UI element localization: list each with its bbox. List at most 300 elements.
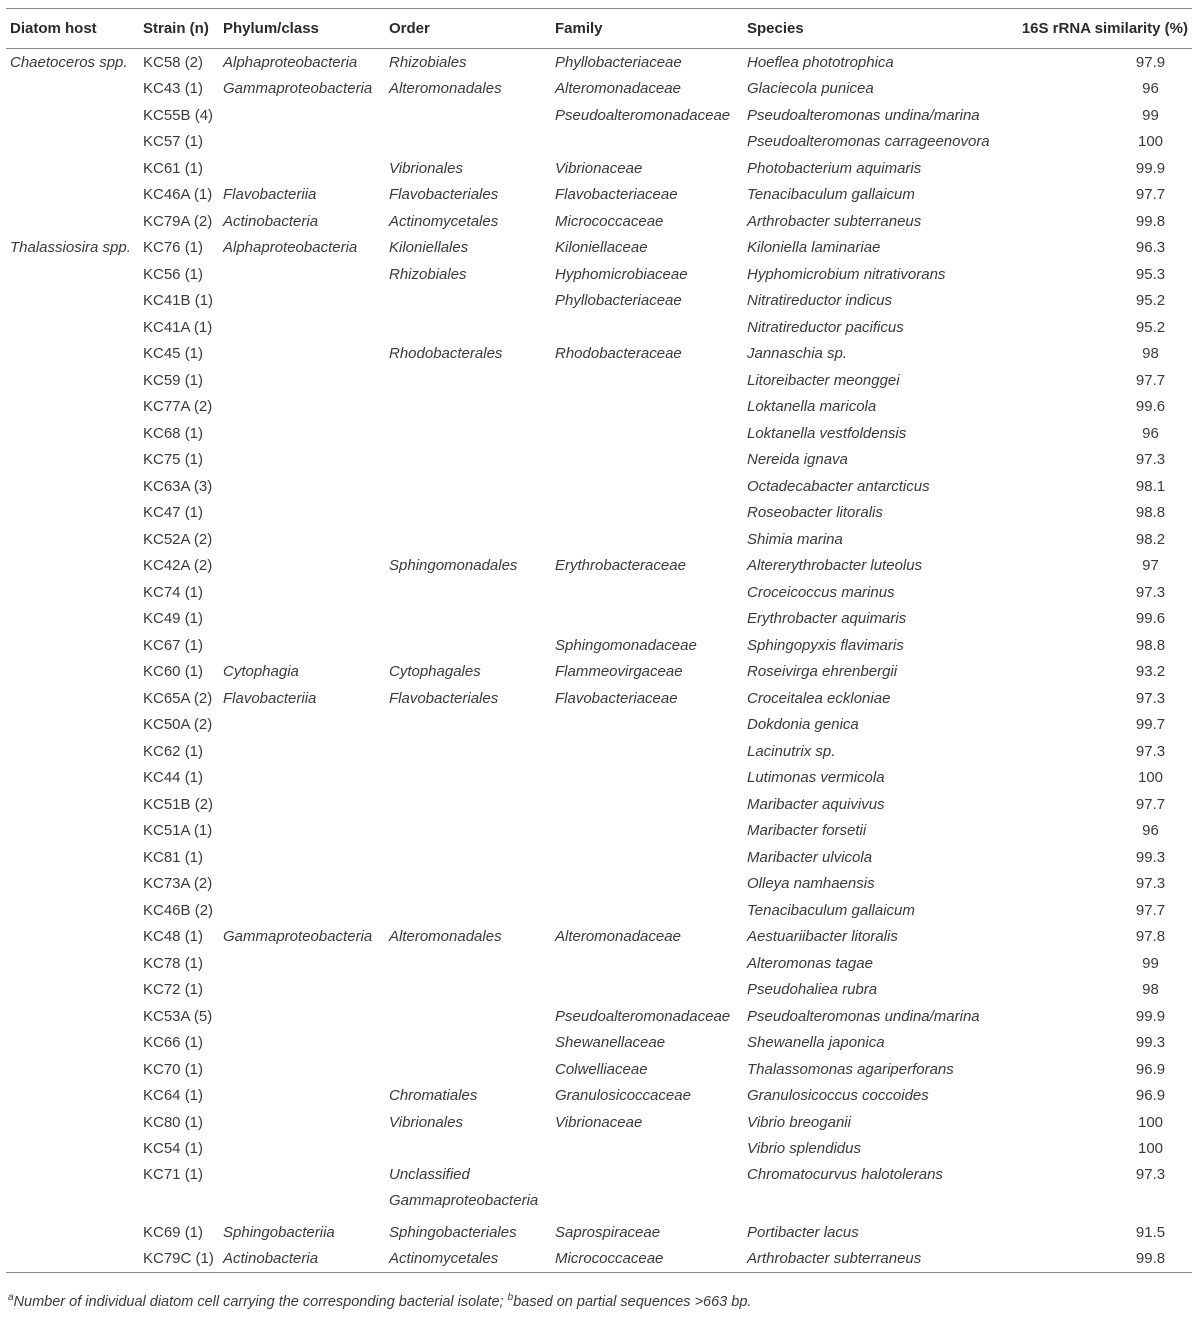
cell-family <box>551 950 743 977</box>
cell-phylum-class <box>219 102 385 129</box>
cell-phylum-class: Alphaproteobacteria <box>223 53 358 71</box>
cell-similarity: 96.3 <box>1135 239 1166 257</box>
cell-species: Roseobacter litoralis <box>747 504 883 522</box>
cell-species: Loktanella maricola <box>747 398 877 416</box>
cell-phylum-class <box>219 606 385 633</box>
table-row <box>6 500 1192 527</box>
cell-similarity: 99 <box>1142 954 1159 972</box>
cell-family: Granulosicoccaceae <box>555 1087 691 1105</box>
cell-diatom-host <box>6 685 139 712</box>
cell-phylum-class <box>219 579 385 606</box>
cell-family <box>551 712 743 739</box>
cell-order: Kiloniellales <box>389 239 469 257</box>
cell-order <box>385 606 551 633</box>
cell-similarity: 96 <box>1142 822 1159 840</box>
cell-diatom-host <box>6 871 139 898</box>
cell-strain: KC41B (1) <box>143 292 214 310</box>
cell-similarity: 96 <box>1142 424 1159 442</box>
cell-strain: KC71 (1) <box>143 1166 204 1183</box>
bacterial-isolates-table <box>6 8 1192 1273</box>
cell-order <box>385 897 551 924</box>
cell-phylum-class <box>219 129 385 156</box>
cell-strain: KC62 (1) <box>143 742 204 760</box>
cell-order: Vibrionales <box>389 159 463 177</box>
cell-diatom-host <box>6 950 139 977</box>
cell-family: Pseudoalteromonadaceae <box>555 106 731 124</box>
table-row <box>6 76 1192 103</box>
cell-order <box>385 1056 551 1083</box>
cell-species: Croceicoccus marinus <box>747 583 895 601</box>
table-row <box>6 1083 1192 1110</box>
table-row <box>6 1219 1192 1246</box>
cell-diatom-host <box>6 447 139 474</box>
table-row <box>6 685 1192 712</box>
cell-strain: KC76 (1) <box>143 239 204 257</box>
cell-order <box>385 420 551 447</box>
cell-family <box>551 314 743 341</box>
cell-order: Alteromonadales <box>389 928 502 946</box>
cell-family <box>551 977 743 1004</box>
table-row <box>6 367 1192 394</box>
cell-species: Tenacibaculum gallaicum <box>747 186 915 204</box>
cell-strain: KC42A (2) <box>143 557 213 575</box>
cell-phylum-class <box>219 447 385 474</box>
cell-phylum-class <box>219 818 385 845</box>
cell-phylum-class <box>219 632 385 659</box>
cell-similarity: 98.8 <box>1135 504 1166 522</box>
cell-diatom-host <box>6 288 139 315</box>
cell-diatom-host <box>6 314 139 341</box>
cell-species: Shewanella japonica <box>747 1034 885 1052</box>
cell-strain: KC50A (2) <box>143 716 213 734</box>
cell-similarity: 99.8 <box>1005 1246 1192 1273</box>
cell-diatom-host <box>6 261 139 288</box>
table-row <box>6 235 1192 262</box>
table-row <box>6 394 1192 421</box>
cell-species: Octadecabacter antarcticus <box>747 477 930 495</box>
cell-species: Vibrio breoganii <box>747 1113 851 1131</box>
header-diatom-host: Diatom host <box>6 9 139 49</box>
cell-strain: KC75 (1) <box>143 451 204 469</box>
table-row <box>6 791 1192 818</box>
cell-phylum-class <box>219 1162 385 1219</box>
cell-family: Phyllobacteriaceae <box>555 292 682 310</box>
cell-strain: KC46B (2) <box>143 901 214 919</box>
footnote-b-mark: b <box>507 1292 514 1303</box>
table-row <box>6 49 1192 76</box>
table-footnote <box>8 1292 751 1310</box>
table-row <box>6 579 1192 606</box>
cell-family: Saprospiraceae <box>555 1223 661 1241</box>
cell-family <box>551 394 743 421</box>
cell-family <box>551 738 743 765</box>
cell-phylum-class <box>219 950 385 977</box>
cell-phylum-class <box>219 420 385 447</box>
cell-similarity: 100 <box>1137 1140 1164 1158</box>
cell-phylum-class <box>219 765 385 792</box>
cell-similarity: 97.3 <box>1135 875 1166 893</box>
cell-similarity: 99.7 <box>1135 716 1166 734</box>
cell-phylum-class <box>219 394 385 421</box>
cell-phylum-class: Flavobacteriia <box>223 186 317 204</box>
cell-diatom-host <box>6 341 139 368</box>
cell-species: Alteromonas tagae <box>747 954 873 972</box>
cell-order <box>385 1136 551 1163</box>
cell-strain: KC45 (1) <box>143 345 204 363</box>
table-row <box>6 950 1192 977</box>
cell-phylum-class <box>219 1136 385 1163</box>
cell-strain: KC70 (1) <box>143 1060 204 1078</box>
cell-order: Actinomycetales <box>385 1246 551 1273</box>
cell-similarity: 99.9 <box>1135 159 1166 177</box>
cell-species: Arthrobacter subterraneus <box>747 212 922 230</box>
cell-order <box>385 500 551 527</box>
cell-similarity: 100 <box>1137 769 1164 787</box>
cell-family: Vibrionaceae <box>555 1113 643 1131</box>
cell-order <box>385 579 551 606</box>
cell-species: Aestuariibacter litoralis <box>747 928 898 946</box>
table-row <box>6 632 1192 659</box>
cell-order: Alteromonadales <box>389 80 502 98</box>
cell-species: Jannaschia sp. <box>747 345 848 363</box>
cell-order <box>385 526 551 553</box>
cell-similarity: 99.9 <box>1135 1007 1166 1025</box>
table-header <box>6 9 1192 49</box>
cell-species: Pseudoalteromonas carrageenovora <box>747 133 990 151</box>
table-row <box>6 341 1192 368</box>
cell-phylum-class <box>219 526 385 553</box>
cell-species: Dokdonia genica <box>747 716 859 734</box>
cell-strain: KC52A (2) <box>143 530 213 548</box>
cell-diatom-host <box>6 579 139 606</box>
cell-species: Hyphomicrobium nitrativorans <box>747 265 946 283</box>
table-row <box>6 155 1192 182</box>
cell-family <box>551 1136 743 1163</box>
cell-strain: KC48 (1) <box>143 928 204 946</box>
cell-phylum-class <box>219 871 385 898</box>
cell-family: Flavobacteriaceae <box>555 689 678 707</box>
header-family: Family <box>551 9 743 49</box>
cell-strain: KC73A (2) <box>143 875 213 893</box>
cell-diatom-host <box>6 367 139 394</box>
cell-order: Cytophagales <box>389 663 481 681</box>
cell-phylum-class <box>219 844 385 871</box>
header-phylum-class: Phylum/class <box>219 9 385 49</box>
cell-strain: KC72 (1) <box>143 981 204 999</box>
cell-phylum-class: Gammaproteobacteria <box>223 80 373 98</box>
taxonomy-table-container <box>6 8 1194 1273</box>
cell-similarity: 97.7 <box>1135 371 1166 389</box>
cell-diatom-host <box>6 606 139 633</box>
cell-phylum-class <box>219 288 385 315</box>
header-species: Species <box>743 9 1005 49</box>
header-16s-similarity: 16S rRNA similarity (%) <box>1005 9 1192 49</box>
cell-similarity: 96.9 <box>1135 1060 1166 1078</box>
cell-strain: KC53A (5) <box>143 1007 213 1025</box>
cell-family <box>551 765 743 792</box>
cell-diatom-host <box>6 76 139 103</box>
cell-strain: KC44 (1) <box>143 769 204 787</box>
cell-strain: KC80 (1) <box>143 1113 204 1131</box>
cell-phylum-class: Sphingobacteriia <box>223 1223 335 1241</box>
cell-family: Micrococcaceae <box>551 1246 743 1273</box>
cell-phylum-class <box>219 473 385 500</box>
cell-family <box>551 526 743 553</box>
table-row <box>6 473 1192 500</box>
cell-order: Flavobacteriales <box>389 186 499 204</box>
table-row <box>6 208 1192 235</box>
cell-similarity: 97.7 <box>1135 186 1166 204</box>
cell-diatom-host <box>6 1246 139 1273</box>
cell-order: Sphingomonadales <box>389 557 518 575</box>
cell-species: Roseivirga ehrenbergii <box>747 663 898 681</box>
cell-family: Erythrobacteraceae <box>555 557 686 575</box>
cell-strain: KC67 (1) <box>143 636 204 654</box>
cell-strain: KC54 (1) <box>143 1140 204 1158</box>
cell-phylum-class: Flavobacteriia <box>223 689 317 707</box>
cell-species: Chromatocurvus halotolerans <box>747 1166 943 1183</box>
cell-species: Arthrobacter subterraneus <box>743 1246 1005 1273</box>
cell-family <box>551 818 743 845</box>
cell-phylum-class: Cytophagia <box>223 663 299 681</box>
table-row <box>6 871 1192 898</box>
cell-family: Flavobacteriaceae <box>555 186 678 204</box>
cell-phylum-class <box>219 367 385 394</box>
table-row <box>6 1030 1192 1057</box>
cell-strain: KC49 (1) <box>143 610 204 628</box>
cell-family: Vibrionaceae <box>555 159 643 177</box>
cell-diatom-host <box>6 818 139 845</box>
cell-diatom-host: Thalassiosira spp. <box>10 239 131 257</box>
cell-order: Unclassified Gammaproteobacteria <box>389 1166 539 1209</box>
cell-order <box>385 1030 551 1057</box>
table-row <box>6 1056 1192 1083</box>
cell-strain: KC63A (3) <box>143 477 213 495</box>
cell-similarity: 98.1 <box>1135 477 1166 495</box>
cell-similarity: 97.3 <box>1135 451 1166 469</box>
cell-family: Sphingomonadaceae <box>555 636 697 654</box>
cell-species: Nereida ignava <box>747 451 848 469</box>
cell-species: Kiloniella laminariae <box>747 239 881 257</box>
cell-diatom-host <box>6 420 139 447</box>
cell-family: Colwelliaceae <box>555 1060 648 1078</box>
cell-phylum-class <box>219 977 385 1004</box>
cell-strain: KC58 (2) <box>143 53 204 71</box>
table-row <box>6 659 1192 686</box>
cell-similarity: 99 <box>1142 106 1159 124</box>
cell-order <box>385 738 551 765</box>
cell-order <box>385 394 551 421</box>
cell-diatom-host <box>6 1162 139 1219</box>
cell-similarity: 98 <box>1142 981 1159 999</box>
cell-similarity: 99.6 <box>1135 398 1166 416</box>
cell-phylum-class <box>219 1056 385 1083</box>
cell-order: Flavobacteriales <box>389 689 499 707</box>
table-row <box>6 553 1192 580</box>
cell-phylum-class <box>219 897 385 924</box>
cell-diatom-host <box>6 1030 139 1057</box>
cell-family <box>551 473 743 500</box>
cell-order: Rhizobiales <box>389 265 467 283</box>
cell-strain: KC77A (2) <box>143 398 213 416</box>
cell-phylum-class <box>219 261 385 288</box>
cell-species: Croceitalea eckloniae <box>747 689 891 707</box>
table-row <box>6 897 1192 924</box>
cell-phylum-class: Alphaproteobacteria <box>223 239 358 257</box>
cell-species: Lacinutrix sp. <box>747 742 836 760</box>
cell-similarity: 99.3 <box>1135 848 1166 866</box>
cell-diatom-host <box>6 1136 139 1163</box>
cell-species: Litoreibacter meonggei <box>747 371 900 389</box>
cell-family <box>551 897 743 924</box>
cell-strain: KC74 (1) <box>143 583 204 601</box>
cell-strain: KC79C (1) <box>139 1246 219 1273</box>
cell-family: Micrococcaceae <box>555 212 664 230</box>
cell-similarity: 97.3 <box>1135 689 1166 707</box>
cell-order <box>385 102 551 129</box>
cell-order <box>385 473 551 500</box>
table-body <box>6 49 1192 1273</box>
cell-diatom-host <box>6 791 139 818</box>
cell-species: Loktanella vestfoldensis <box>747 424 907 442</box>
cell-strain: KC41A (1) <box>143 318 213 336</box>
cell-diatom-host <box>6 394 139 421</box>
cell-species: Glaciecola punicea <box>747 80 874 98</box>
cell-species: Pseudoalteromonas undina/marina <box>747 106 980 124</box>
cell-strain: KC51A (1) <box>143 822 213 840</box>
cell-similarity: 98 <box>1142 345 1159 363</box>
cell-family: Flammeovirgaceae <box>555 663 683 681</box>
cell-phylum-class <box>219 1109 385 1136</box>
cell-similarity: 98.2 <box>1135 530 1166 548</box>
cell-diatom-host <box>6 765 139 792</box>
cell-species: Photobacterium aquimaris <box>747 159 922 177</box>
cell-species: Tenacibaculum gallaicum <box>747 901 915 919</box>
footnote-b-text: based on partial sequences >663 bp. <box>513 1293 752 1310</box>
cell-diatom-host <box>6 102 139 129</box>
table-row <box>6 606 1192 633</box>
cell-family: Kiloniellaceae <box>555 239 648 257</box>
cell-species: Maribacter ulvicola <box>747 848 873 866</box>
table-row <box>6 1109 1192 1136</box>
cell-diatom-host <box>6 977 139 1004</box>
cell-strain: KC81 (1) <box>143 848 204 866</box>
cell-strain: KC64 (1) <box>143 1087 204 1105</box>
cell-family <box>551 844 743 871</box>
cell-diatom-host <box>6 1003 139 1030</box>
cell-order <box>385 844 551 871</box>
cell-species: Olleya namhaensis <box>747 875 875 893</box>
cell-similarity: 96 <box>1142 80 1159 98</box>
cell-diatom-host <box>6 712 139 739</box>
cell-family: Alteromonadaceae <box>555 928 681 946</box>
cell-species: Pseudoalteromonas undina/marina <box>747 1007 980 1025</box>
cell-order <box>385 1003 551 1030</box>
cell-phylum-class: Actinobacteria <box>219 1246 385 1273</box>
cell-species: Maribacter aquivivus <box>747 795 885 813</box>
cell-phylum-class <box>219 341 385 368</box>
cell-family: Alteromonadaceae <box>555 80 681 98</box>
cell-strain: KC79A (2) <box>143 212 213 230</box>
cell-family: Hyphomicrobiaceae <box>555 265 688 283</box>
cell-diatom-host <box>6 473 139 500</box>
cell-phylum-class <box>219 791 385 818</box>
cell-phylum-class <box>219 314 385 341</box>
cell-species: Erythrobacter aquimaris <box>747 610 907 628</box>
cell-diatom-host <box>6 924 139 951</box>
cell-strain: KC65A (2) <box>143 689 213 707</box>
cell-family <box>551 579 743 606</box>
cell-similarity: 95.3 <box>1135 265 1166 283</box>
cell-species: Shimia marina <box>747 530 843 548</box>
cell-species: Vibrio splendidus <box>747 1140 861 1158</box>
cell-phylum-class: Actinobacteria <box>223 212 319 230</box>
cell-family: Pseudoalteromonadaceae <box>555 1007 731 1025</box>
cell-species: Pseudohaliea rubra <box>747 981 878 999</box>
cell-diatom-host <box>6 155 139 182</box>
cell-similarity: 98.8 <box>1135 636 1166 654</box>
cell-order <box>385 288 551 315</box>
table-row <box>6 1162 1192 1219</box>
table-row <box>6 1003 1192 1030</box>
cell-diatom-host <box>6 526 139 553</box>
cell-diatom-host <box>6 632 139 659</box>
cell-diatom-host <box>6 844 139 871</box>
cell-family: Rhodobacteraceae <box>555 345 682 363</box>
footnote-a-text: Number of individual diatom cell carrying the corresponding bacterial isolate; <box>13 1293 508 1310</box>
cell-similarity: 97.9 <box>1135 53 1166 71</box>
cell-diatom-host <box>6 1083 139 1110</box>
table-row <box>6 182 1192 209</box>
cell-species: Portibacter lacus <box>747 1223 859 1241</box>
cell-similarity: 97.3 <box>1135 583 1166 601</box>
cell-diatom-host <box>6 1109 139 1136</box>
cell-strain: KC59 (1) <box>143 371 204 389</box>
table-row <box>6 1246 1192 1273</box>
header-order: Order <box>385 9 551 49</box>
cell-phylum-class <box>219 1030 385 1057</box>
cell-order <box>385 950 551 977</box>
cell-strain: KC51B (2) <box>143 795 214 813</box>
cell-order <box>385 129 551 156</box>
cell-similarity: 95.2 <box>1135 318 1166 336</box>
table-row <box>6 420 1192 447</box>
cell-diatom-host <box>6 208 139 235</box>
cell-species: Sphingopyxis flavimaris <box>747 636 904 654</box>
cell-order <box>385 765 551 792</box>
cell-phylum-class <box>219 712 385 739</box>
cell-strain: KC57 (1) <box>143 133 204 151</box>
table-row <box>6 765 1192 792</box>
cell-order: Sphingobacteriales <box>389 1223 517 1241</box>
cell-species: Thalassomonas agariperforans <box>747 1060 954 1078</box>
cell-strain: KC55B (4) <box>143 106 214 124</box>
table-row <box>6 818 1192 845</box>
table-row <box>6 738 1192 765</box>
table-row <box>6 1136 1192 1163</box>
cell-similarity: 100 <box>1137 133 1164 151</box>
cell-family <box>551 871 743 898</box>
cell-similarity: 97.7 <box>1135 795 1166 813</box>
table-row <box>6 261 1192 288</box>
cell-order <box>385 632 551 659</box>
cell-similarity: 97.8 <box>1135 928 1166 946</box>
cell-family <box>551 791 743 818</box>
cell-family: Phyllobacteriaceae <box>555 53 682 71</box>
cell-family <box>551 129 743 156</box>
cell-species: Hoeflea phototrophica <box>747 53 894 71</box>
cell-order <box>385 367 551 394</box>
